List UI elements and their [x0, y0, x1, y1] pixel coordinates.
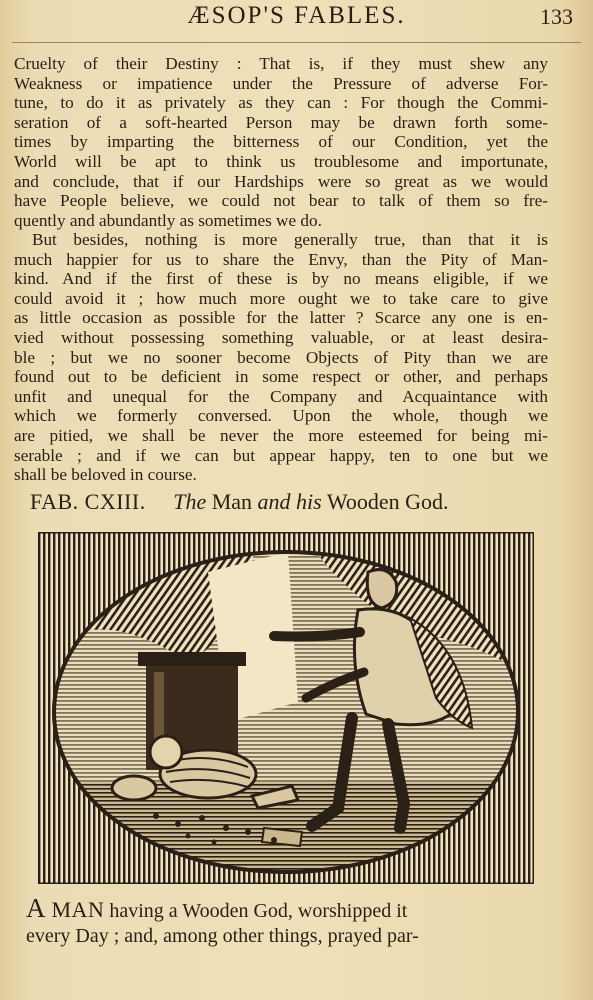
text-line: World will be apt to think us troublesome and importunate,	[14, 151, 548, 171]
text-line: could avoid it ; how much more ought we to take care to give	[14, 288, 548, 308]
text-line: which we formerly conversed. Upon the whole, though we	[14, 406, 548, 426]
running-head-title: ÆSOP'S FABLES.	[187, 2, 406, 29]
fable-title-the: The	[173, 489, 207, 514]
text-line: are pitied, we shall be never the more esteemed for being mi-	[14, 425, 548, 445]
drop-cap: A	[26, 893, 47, 923]
text-line: Cruelty of their Destiny : That is, if they must shew any	[14, 54, 548, 73]
running-head-rule	[12, 42, 581, 43]
text-line	[26, 894, 566, 922]
text-line: kind. And if the first of these is by no means eligible, if we	[14, 269, 548, 289]
text-line: seration of a soft-hearted Person may be drawn forth some-	[14, 112, 548, 132]
text-line: unfit and unequal for the Company and Acquaintance with	[14, 386, 548, 406]
small-caps-word: MAN	[51, 897, 105, 922]
fable-number: FAB. CXIII.	[30, 489, 146, 514]
text-line: found out to be deficient in some respect or other, and perhaps	[14, 367, 548, 387]
text-line: But besides, nothing is more generally true, than that it is	[32, 230, 548, 249]
text-line: have People believe, we could not bear to talk of them so fre-	[14, 191, 548, 211]
text-line: tune, to do it as privately as they can : For though the Commi-	[14, 93, 548, 113]
text-line: shall be beloved in course.	[14, 465, 197, 485]
paragraph-1	[14, 54, 548, 230]
woodcut-illustration	[38, 532, 534, 884]
text-line: every Day ; and, among other things, prayed par-	[26, 925, 419, 947]
text-line: and conclude, that if our Hardships were so great as we would	[14, 171, 548, 191]
text-line: serable ; and if we can but appear happy, ten to one but we	[14, 445, 548, 465]
paragraph-3	[26, 894, 566, 950]
text-line: times by imparting the bitterness of our Condition, yet the	[14, 132, 548, 152]
fable-heading	[30, 489, 550, 515]
running-head	[0, 2, 593, 42]
page-number: 133	[540, 4, 573, 29]
fable-title-wooden-god: Wooden God.	[326, 489, 449, 514]
fable-title-man: Man	[211, 489, 253, 514]
text-line: much happier for us to share the Envy, than the Pity of Man-	[14, 249, 548, 269]
fable-title-and-his: and his	[257, 489, 322, 514]
text-line: as little occasion as possible for the latter ? Scarce any one is en-	[14, 308, 548, 328]
text-line: Weakness or impatience under the Pressure of adverse For-	[14, 73, 548, 93]
line-rest: having a Wooden God, worshipped it	[109, 900, 408, 922]
text-line: vied without possessing something valuable, or at least desira-	[14, 327, 548, 347]
text-line: ble ; but we no sooner become Objects of Pity than we are	[14, 347, 548, 367]
paragraph-2	[14, 230, 548, 485]
text-line: quently and abundantly as sometimes we do.	[14, 210, 322, 230]
